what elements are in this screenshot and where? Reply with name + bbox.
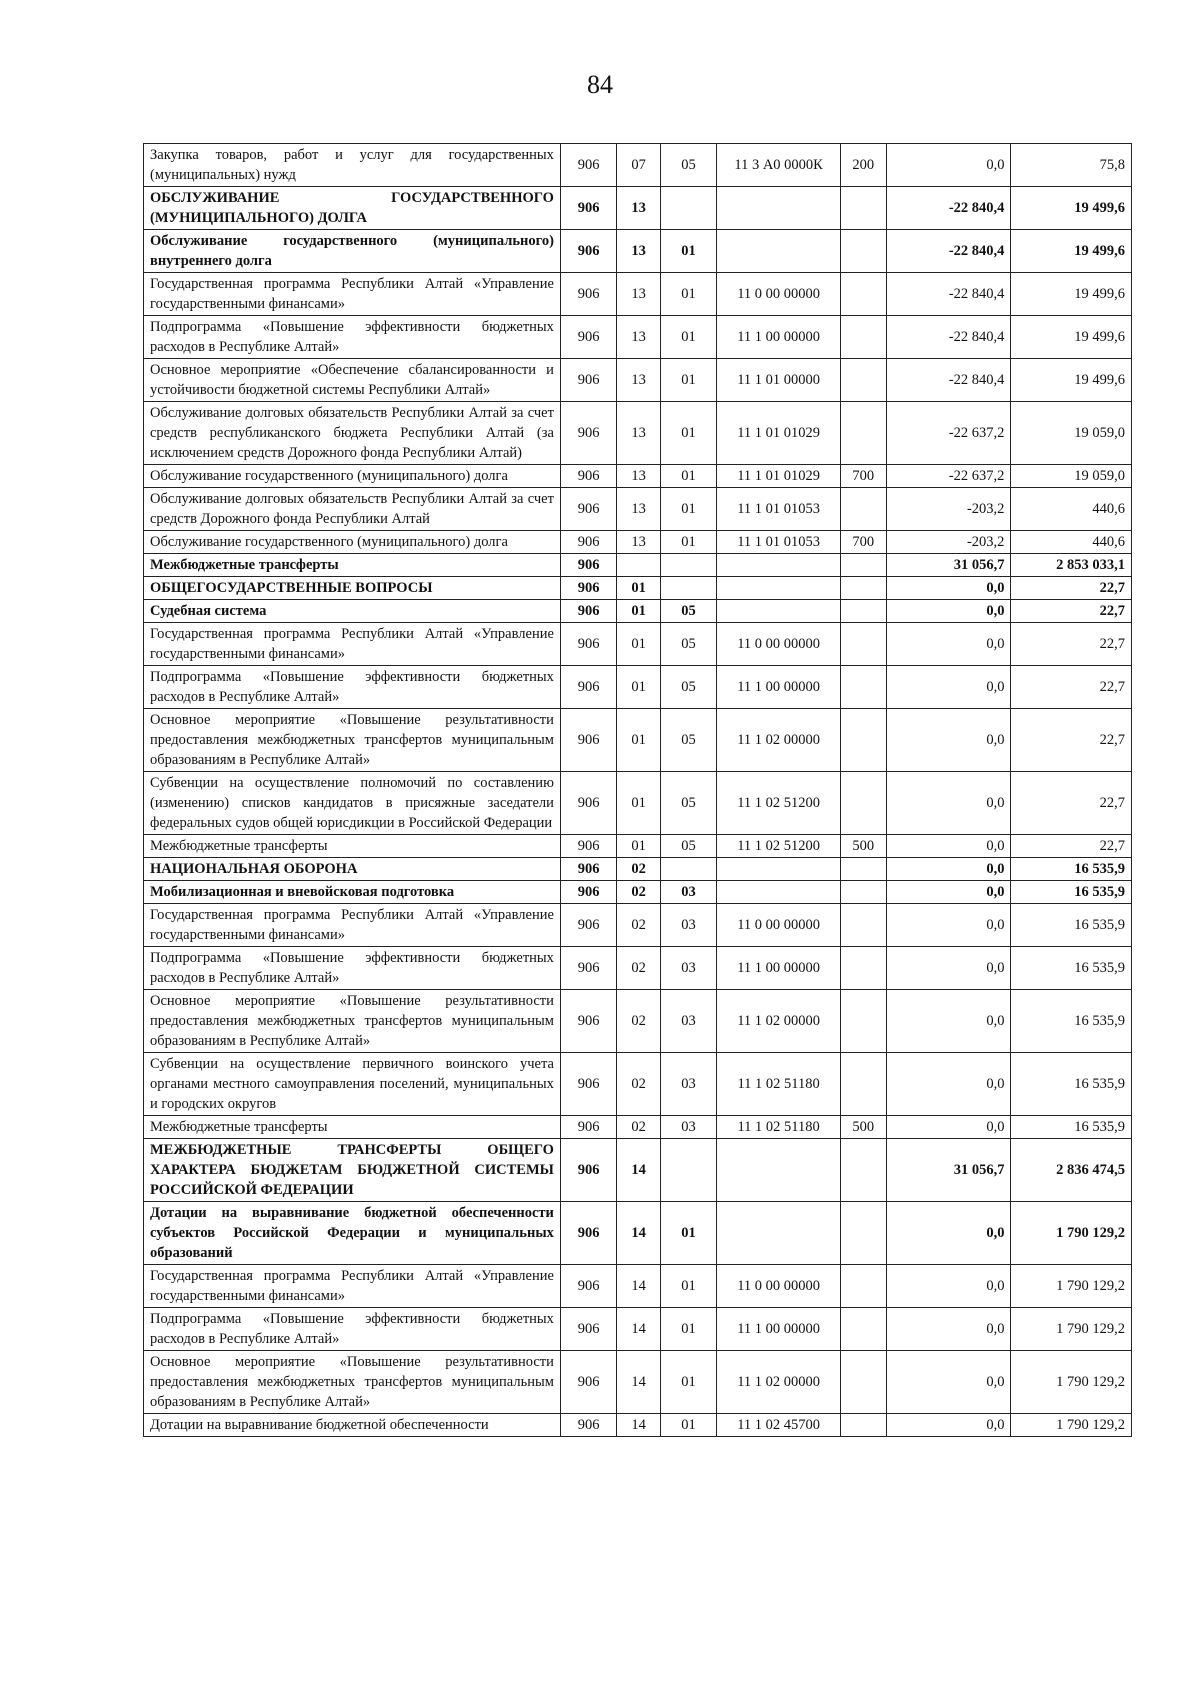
row-target-article: 11 1 00 00000 bbox=[717, 947, 841, 990]
row-name: Межбюджетные трансферты bbox=[144, 554, 561, 577]
row-ministry-code: 906 bbox=[560, 666, 616, 709]
row-section-code: 02 bbox=[617, 1116, 660, 1139]
row-target-article: 11 1 02 51200 bbox=[717, 772, 841, 835]
row-expense-type bbox=[841, 1308, 887, 1351]
row-name: Основное мероприятие «Обеспечение сбалансированности и устойчивости бюджетной системы Республики Алтай» bbox=[144, 359, 561, 402]
row-section-code: 13 bbox=[617, 316, 660, 359]
row-expense-type: 700 bbox=[841, 465, 887, 488]
row-amount-2: 75,8 bbox=[1011, 144, 1132, 187]
row-ministry-code: 906 bbox=[560, 577, 616, 600]
row-subsection-code: 01 bbox=[660, 488, 716, 531]
row-name: Субвенции на осуществление полномочий по составлению (изменению) списков кандидатов в присяжные заседатели федеральных судов общей юрисдикции в Российской Федерации bbox=[144, 772, 561, 835]
row-subsection-code: 03 bbox=[660, 1053, 716, 1116]
row-amount-1: 0,0 bbox=[886, 772, 1011, 835]
row-amount-2: 2 853 033,1 bbox=[1011, 554, 1132, 577]
row-expense-type: 500 bbox=[841, 1116, 887, 1139]
row-amount-2: 16 535,9 bbox=[1011, 904, 1132, 947]
row-expense-type: 700 bbox=[841, 531, 887, 554]
row-name: МЕЖБЮДЖЕТНЫЕ ТРАНСФЕРТЫ ОБЩЕГО ХАРАКТЕРА БЮДЖЕТАМ БЮДЖЕТНОЙ СИСТЕМЫ РОССИЙСКОЙ ФЕДЕРАЦИИ bbox=[144, 1139, 561, 1202]
row-section-code: 13 bbox=[617, 488, 660, 531]
row-amount-1: -22 637,2 bbox=[886, 465, 1011, 488]
row-name: Мобилизационная и вневойсковая подготовка bbox=[144, 881, 561, 904]
row-subsection-code: 01 bbox=[660, 465, 716, 488]
row-name: Подпрограмма «Повышение эффективности бюджетных расходов в Республике Алтай» bbox=[144, 666, 561, 709]
row-subsection-code: 03 bbox=[660, 947, 716, 990]
row-amount-1: 0,0 bbox=[886, 881, 1011, 904]
row-ministry-code: 906 bbox=[560, 904, 616, 947]
row-amount-1: 0,0 bbox=[886, 144, 1011, 187]
row-amount-1: 0,0 bbox=[886, 835, 1011, 858]
row-amount-1: 0,0 bbox=[886, 1351, 1011, 1414]
table-row bbox=[144, 772, 1132, 835]
row-name: Государственная программа Республики Алтай «Управление государственными финансами» bbox=[144, 623, 561, 666]
page-number: 84 bbox=[587, 70, 613, 99]
row-amount-2: 1 790 129,2 bbox=[1011, 1414, 1132, 1437]
table-row bbox=[144, 230, 1132, 273]
row-section-code: 01 bbox=[617, 666, 660, 709]
row-section-code: 07 bbox=[617, 144, 660, 187]
row-subsection-code: 03 bbox=[660, 1116, 716, 1139]
row-ministry-code: 906 bbox=[560, 947, 616, 990]
row-subsection-code: 05 bbox=[660, 835, 716, 858]
row-subsection-code: 05 bbox=[660, 772, 716, 835]
row-amount-2: 22,7 bbox=[1011, 577, 1132, 600]
row-expense-type bbox=[841, 577, 887, 600]
row-section-code: 01 bbox=[617, 623, 660, 666]
row-expense-type bbox=[841, 402, 887, 465]
row-ministry-code: 906 bbox=[560, 1351, 616, 1414]
row-amount-2: 19 499,6 bbox=[1011, 187, 1132, 230]
table-row bbox=[144, 577, 1132, 600]
row-expense-type bbox=[841, 359, 887, 402]
row-name: Судебная система bbox=[144, 600, 561, 623]
row-subsection-code bbox=[660, 858, 716, 881]
row-amount-1: 0,0 bbox=[886, 600, 1011, 623]
row-amount-1: -203,2 bbox=[886, 488, 1011, 531]
table-row bbox=[144, 600, 1132, 623]
table-row bbox=[144, 531, 1132, 554]
row-subsection-code: 01 bbox=[660, 531, 716, 554]
row-name: НАЦИОНАЛЬНАЯ ОБОРОНА bbox=[144, 858, 561, 881]
row-ministry-code: 906 bbox=[560, 316, 616, 359]
row-subsection-code: 01 bbox=[660, 359, 716, 402]
budget-table bbox=[143, 143, 1132, 1437]
row-amount-2: 22,7 bbox=[1011, 709, 1132, 772]
row-name: Подпрограмма «Повышение эффективности бюджетных расходов в Республике Алтай» bbox=[144, 947, 561, 990]
row-target-article: 11 1 02 51180 bbox=[717, 1053, 841, 1116]
row-subsection-code: 05 bbox=[660, 666, 716, 709]
row-amount-2: 19 499,6 bbox=[1011, 230, 1132, 273]
row-amount-1: 0,0 bbox=[886, 623, 1011, 666]
row-subsection-code: 05 bbox=[660, 623, 716, 666]
row-section-code bbox=[617, 554, 660, 577]
row-amount-2: 19 499,6 bbox=[1011, 273, 1132, 316]
row-name: Дотации на выравнивание бюджетной обеспеченности субъектов Российской Федерации и муниципальных образований bbox=[144, 1202, 561, 1265]
row-ministry-code: 906 bbox=[560, 990, 616, 1053]
row-subsection-code: 01 bbox=[660, 230, 716, 273]
row-target-article: 11 1 02 51200 bbox=[717, 835, 841, 858]
table-row bbox=[144, 359, 1132, 402]
row-subsection-code: 03 bbox=[660, 904, 716, 947]
table-row bbox=[144, 187, 1132, 230]
table-body bbox=[144, 144, 1132, 1437]
row-name: Межбюджетные трансферты bbox=[144, 1116, 561, 1139]
row-amount-1: 0,0 bbox=[886, 1265, 1011, 1308]
row-subsection-code: 01 bbox=[660, 402, 716, 465]
row-ministry-code: 906 bbox=[560, 187, 616, 230]
row-amount-2: 440,6 bbox=[1011, 488, 1132, 531]
row-section-code: 13 bbox=[617, 531, 660, 554]
row-expense-type bbox=[841, 230, 887, 273]
row-section-code: 13 bbox=[617, 465, 660, 488]
row-ministry-code: 906 bbox=[560, 709, 616, 772]
row-section-code: 14 bbox=[617, 1308, 660, 1351]
row-amount-1: 31 056,7 bbox=[886, 554, 1011, 577]
row-amount-1: 0,0 bbox=[886, 666, 1011, 709]
row-amount-2: 19 059,0 bbox=[1011, 402, 1132, 465]
row-subsection-code bbox=[660, 577, 716, 600]
row-target-article bbox=[717, 600, 841, 623]
table-row bbox=[144, 144, 1132, 187]
row-amount-1: 0,0 bbox=[886, 1053, 1011, 1116]
table-row bbox=[144, 1351, 1132, 1414]
row-section-code: 02 bbox=[617, 858, 660, 881]
row-expense-type bbox=[841, 990, 887, 1053]
row-target-article: 11 0 00 00000 bbox=[717, 623, 841, 666]
row-expense-type bbox=[841, 623, 887, 666]
table-row bbox=[144, 316, 1132, 359]
table-row bbox=[144, 554, 1132, 577]
row-target-article bbox=[717, 577, 841, 600]
row-target-article: 11 1 00 00000 bbox=[717, 316, 841, 359]
row-name: Подпрограмма «Повышение эффективности бюджетных расходов в Республике Алтай» bbox=[144, 316, 561, 359]
row-amount-2: 16 535,9 bbox=[1011, 1116, 1132, 1139]
row-expense-type bbox=[841, 600, 887, 623]
row-target-article: 11 0 00 00000 bbox=[717, 904, 841, 947]
row-subsection-code: 01 bbox=[660, 1414, 716, 1437]
row-expense-type bbox=[841, 666, 887, 709]
row-amount-2: 16 535,9 bbox=[1011, 947, 1132, 990]
row-target-article bbox=[717, 230, 841, 273]
row-section-code: 02 bbox=[617, 947, 660, 990]
row-section-code: 01 bbox=[617, 772, 660, 835]
table-row bbox=[144, 881, 1132, 904]
row-ministry-code: 906 bbox=[560, 1414, 616, 1437]
row-target-article: 11 0 00 00000 bbox=[717, 1265, 841, 1308]
row-amount-2: 16 535,9 bbox=[1011, 990, 1132, 1053]
row-target-article bbox=[717, 881, 841, 904]
row-ministry-code: 906 bbox=[560, 531, 616, 554]
row-section-code: 13 bbox=[617, 230, 660, 273]
row-section-code: 01 bbox=[617, 835, 660, 858]
row-section-code: 14 bbox=[617, 1139, 660, 1202]
row-amount-2: 2 836 474,5 bbox=[1011, 1139, 1132, 1202]
row-ministry-code: 906 bbox=[560, 772, 616, 835]
table-row bbox=[144, 666, 1132, 709]
row-amount-2: 16 535,9 bbox=[1011, 858, 1132, 881]
row-target-article: 11 1 02 51180 bbox=[717, 1116, 841, 1139]
row-subsection-code: 01 bbox=[660, 1351, 716, 1414]
row-ministry-code: 906 bbox=[560, 465, 616, 488]
row-name: Государственная программа Республики Алтай «Управление государственными финансами» bbox=[144, 904, 561, 947]
row-section-code: 13 bbox=[617, 273, 660, 316]
row-target-article: 11 1 02 00000 bbox=[717, 990, 841, 1053]
row-section-code: 01 bbox=[617, 577, 660, 600]
row-section-code: 14 bbox=[617, 1265, 660, 1308]
row-section-code: 01 bbox=[617, 600, 660, 623]
table-row bbox=[144, 1139, 1132, 1202]
row-name: Государственная программа Республики Алтай «Управление государственными финансами» bbox=[144, 273, 561, 316]
row-subsection-code: 05 bbox=[660, 709, 716, 772]
row-target-article: 11 1 01 01029 bbox=[717, 402, 841, 465]
row-amount-2: 22,7 bbox=[1011, 835, 1132, 858]
table-row bbox=[144, 402, 1132, 465]
row-section-code: 02 bbox=[617, 881, 660, 904]
row-section-code: 13 bbox=[617, 359, 660, 402]
row-name: Подпрограмма «Повышение эффективности бюджетных расходов в Республике Алтай» bbox=[144, 1308, 561, 1351]
table-row bbox=[144, 623, 1132, 666]
row-target-article: 11 0 00 00000 bbox=[717, 273, 841, 316]
row-ministry-code: 906 bbox=[560, 488, 616, 531]
row-name: Основное мероприятие «Повышение результативности предоставления межбюджетных трансфертов муниципальным образованиям в Республике Алтай» bbox=[144, 990, 561, 1053]
row-amount-1: 0,0 bbox=[886, 1116, 1011, 1139]
row-ministry-code: 906 bbox=[560, 273, 616, 316]
row-section-code: 14 bbox=[617, 1414, 660, 1437]
row-amount-1: -22 840,4 bbox=[886, 316, 1011, 359]
table-row bbox=[144, 904, 1132, 947]
row-ministry-code: 906 bbox=[560, 835, 616, 858]
table-row bbox=[144, 947, 1132, 990]
row-section-code: 02 bbox=[617, 1053, 660, 1116]
row-ministry-code: 906 bbox=[560, 359, 616, 402]
row-section-code: 14 bbox=[617, 1202, 660, 1265]
row-name: Обслуживание долговых обязательств Республики Алтай за счет средств Дорожного фонда Республики Алтай bbox=[144, 488, 561, 531]
row-amount-1: -22 840,4 bbox=[886, 187, 1011, 230]
row-amount-1: -22 840,4 bbox=[886, 359, 1011, 402]
row-amount-2: 22,7 bbox=[1011, 623, 1132, 666]
row-subsection-code: 01 bbox=[660, 1265, 716, 1308]
row-subsection-code: 01 bbox=[660, 273, 716, 316]
row-expense-type bbox=[841, 488, 887, 531]
table-row bbox=[144, 1116, 1132, 1139]
row-amount-2: 22,7 bbox=[1011, 772, 1132, 835]
row-subsection-code: 01 bbox=[660, 1202, 716, 1265]
row-ministry-code: 906 bbox=[560, 1265, 616, 1308]
row-target-article: 11 1 02 00000 bbox=[717, 709, 841, 772]
row-target-article bbox=[717, 1139, 841, 1202]
row-expense-type bbox=[841, 1351, 887, 1414]
row-target-article bbox=[717, 858, 841, 881]
row-amount-1: -22 840,4 bbox=[886, 230, 1011, 273]
row-ministry-code: 906 bbox=[560, 881, 616, 904]
row-amount-2: 1 790 129,2 bbox=[1011, 1308, 1132, 1351]
row-section-code: 14 bbox=[617, 1351, 660, 1414]
table-row bbox=[144, 835, 1132, 858]
row-amount-1: -203,2 bbox=[886, 531, 1011, 554]
row-expense-type: 200 bbox=[841, 144, 887, 187]
table-row bbox=[144, 1308, 1132, 1351]
row-target-article bbox=[717, 1202, 841, 1265]
table-row bbox=[144, 1414, 1132, 1437]
row-amount-2: 22,7 bbox=[1011, 600, 1132, 623]
row-amount-2: 22,7 bbox=[1011, 666, 1132, 709]
row-expense-type bbox=[841, 858, 887, 881]
table-row bbox=[144, 709, 1132, 772]
row-subsection-code bbox=[660, 1139, 716, 1202]
row-target-article: 11 1 02 00000 bbox=[717, 1351, 841, 1414]
row-name: ОБСЛУЖИВАНИЕ ГОСУДАРСТВЕННОГО (МУНИЦИПАЛЬНОГО) ДОЛГА bbox=[144, 187, 561, 230]
row-amount-2: 19 499,6 bbox=[1011, 316, 1132, 359]
row-amount-1: 0,0 bbox=[886, 577, 1011, 600]
table-row bbox=[144, 858, 1132, 881]
row-expense-type bbox=[841, 554, 887, 577]
row-amount-2: 1 790 129,2 bbox=[1011, 1202, 1132, 1265]
table-row bbox=[144, 488, 1132, 531]
row-target-article: 11 1 01 01029 bbox=[717, 465, 841, 488]
row-expense-type bbox=[841, 904, 887, 947]
row-subsection-code: 01 bbox=[660, 1308, 716, 1351]
row-name: Дотации на выравнивание бюджетной обеспеченности bbox=[144, 1414, 561, 1437]
row-subsection-code bbox=[660, 187, 716, 230]
row-ministry-code: 906 bbox=[560, 1116, 616, 1139]
row-amount-2: 19 059,0 bbox=[1011, 465, 1132, 488]
row-amount-2: 1 790 129,2 bbox=[1011, 1351, 1132, 1414]
row-name: Обслуживание государственного (муниципального) долга bbox=[144, 465, 561, 488]
row-amount-1: 0,0 bbox=[886, 709, 1011, 772]
row-ministry-code: 906 bbox=[560, 402, 616, 465]
row-amount-1: 0,0 bbox=[886, 990, 1011, 1053]
row-expense-type bbox=[841, 273, 887, 316]
row-expense-type bbox=[841, 947, 887, 990]
row-expense-type bbox=[841, 772, 887, 835]
row-subsection-code: 05 bbox=[660, 144, 716, 187]
row-amount-1: 0,0 bbox=[886, 947, 1011, 990]
table-row bbox=[144, 1202, 1132, 1265]
row-amount-1: -22 637,2 bbox=[886, 402, 1011, 465]
row-target-article: 11 1 02 45700 bbox=[717, 1414, 841, 1437]
row-expense-type: 500 bbox=[841, 835, 887, 858]
row-target-article: 11 3 А0 0000К bbox=[717, 144, 841, 187]
row-amount-1: 0,0 bbox=[886, 858, 1011, 881]
row-expense-type bbox=[841, 1053, 887, 1116]
row-amount-1: 31 056,7 bbox=[886, 1139, 1011, 1202]
row-ministry-code: 906 bbox=[560, 600, 616, 623]
row-subsection-code: 03 bbox=[660, 990, 716, 1053]
row-expense-type bbox=[841, 709, 887, 772]
row-ministry-code: 906 bbox=[560, 230, 616, 273]
row-target-article bbox=[717, 187, 841, 230]
row-ministry-code: 906 bbox=[560, 1202, 616, 1265]
row-name: Государственная программа Республики Алтай «Управление государственными финансами» bbox=[144, 1265, 561, 1308]
row-name: Основное мероприятие «Повышение результативности предоставления межбюджетных трансфертов муниципальным образованиям в Республике Алтай» bbox=[144, 709, 561, 772]
row-target-article: 11 1 01 01053 bbox=[717, 488, 841, 531]
row-expense-type bbox=[841, 1202, 887, 1265]
table-row bbox=[144, 1265, 1132, 1308]
row-expense-type bbox=[841, 1139, 887, 1202]
row-name: Обслуживание долговых обязательств Республики Алтай за счет средств республиканского бюджета Республики Алтай (за исключением средств Дорожного фонда Республики Алтай) bbox=[144, 402, 561, 465]
row-expense-type bbox=[841, 1265, 887, 1308]
row-expense-type bbox=[841, 187, 887, 230]
row-ministry-code: 906 bbox=[560, 1053, 616, 1116]
row-name: Межбюджетные трансферты bbox=[144, 835, 561, 858]
row-target-article: 11 1 00 00000 bbox=[717, 666, 841, 709]
row-subsection-code: 01 bbox=[660, 316, 716, 359]
row-ministry-code: 906 bbox=[560, 858, 616, 881]
row-amount-1: 0,0 bbox=[886, 904, 1011, 947]
row-amount-1: 0,0 bbox=[886, 1308, 1011, 1351]
row-ministry-code: 906 bbox=[560, 623, 616, 666]
row-amount-2: 16 535,9 bbox=[1011, 881, 1132, 904]
row-amount-2: 16 535,9 bbox=[1011, 1053, 1132, 1116]
row-section-code: 02 bbox=[617, 904, 660, 947]
row-amount-2: 440,6 bbox=[1011, 531, 1132, 554]
row-target-article: 11 1 01 01053 bbox=[717, 531, 841, 554]
row-subsection-code: 05 bbox=[660, 600, 716, 623]
row-section-code: 13 bbox=[617, 187, 660, 230]
row-target-article: 11 1 00 00000 bbox=[717, 1308, 841, 1351]
row-subsection-code: 03 bbox=[660, 881, 716, 904]
row-name: Субвенции на осуществление первичного воинского учета органами местного самоуправления поселений, муниципальных и городских округов bbox=[144, 1053, 561, 1116]
row-amount-1: 0,0 bbox=[886, 1202, 1011, 1265]
row-expense-type bbox=[841, 881, 887, 904]
table-row bbox=[144, 273, 1132, 316]
row-amount-2: 1 790 129,2 bbox=[1011, 1265, 1132, 1308]
row-ministry-code: 906 bbox=[560, 554, 616, 577]
row-amount-1: 0,0 bbox=[886, 1414, 1011, 1437]
row-name: Обслуживание государственного (муниципального) долга bbox=[144, 531, 561, 554]
row-ministry-code: 906 bbox=[560, 1308, 616, 1351]
table-row bbox=[144, 465, 1132, 488]
row-section-code: 02 bbox=[617, 990, 660, 1053]
table-row bbox=[144, 990, 1132, 1053]
row-subsection-code bbox=[660, 554, 716, 577]
row-expense-type bbox=[841, 1414, 887, 1437]
table-row bbox=[144, 1053, 1132, 1116]
row-ministry-code: 906 bbox=[560, 1139, 616, 1202]
row-name: Закупка товаров, работ и услуг для государственных (муниципальных) нужд bbox=[144, 144, 561, 187]
row-section-code: 13 bbox=[617, 402, 660, 465]
row-name: Основное мероприятие «Повышение результативности предоставления межбюджетных трансфертов муниципальным образованиям в Республике Алтай» bbox=[144, 1351, 561, 1414]
row-amount-2: 19 499,6 bbox=[1011, 359, 1132, 402]
row-ministry-code: 906 bbox=[560, 144, 616, 187]
row-name: Обслуживание государственного (муниципального) внутреннего долга bbox=[144, 230, 561, 273]
row-target-article: 11 1 01 00000 bbox=[717, 359, 841, 402]
row-expense-type bbox=[841, 316, 887, 359]
row-target-article bbox=[717, 554, 841, 577]
row-amount-1: -22 840,4 bbox=[886, 273, 1011, 316]
row-section-code: 01 bbox=[617, 709, 660, 772]
row-name: ОБЩЕГОСУДАРСТВЕННЫЕ ВОПРОСЫ bbox=[144, 577, 561, 600]
